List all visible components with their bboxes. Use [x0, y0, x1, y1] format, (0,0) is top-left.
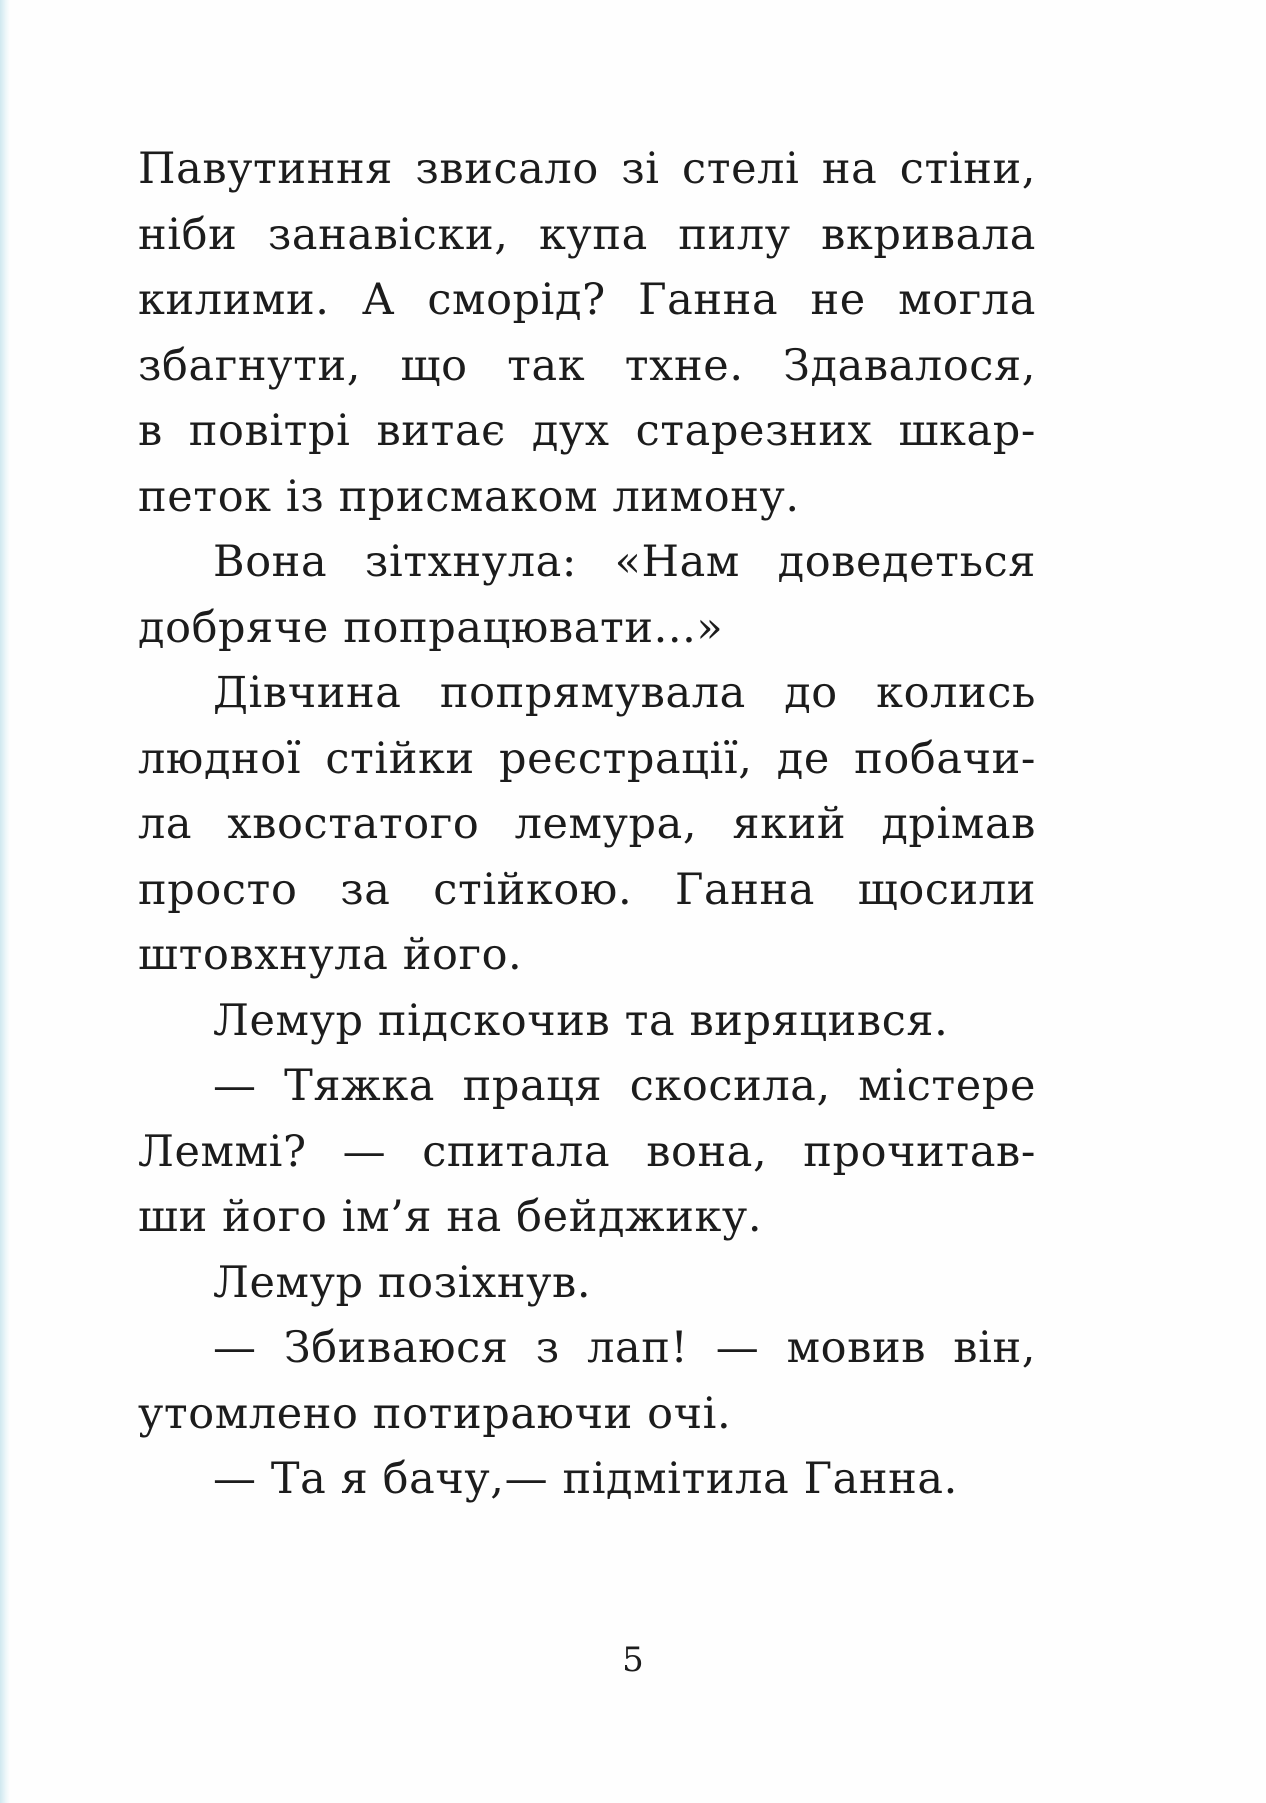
- text-line: ши його ім’я на бейджику.: [138, 1192, 763, 1242]
- text-line: — Та я бачу,— підмітила Ганна.: [213, 1454, 958, 1504]
- text-line: Леммі? — спитала вона, прочитав-: [138, 1126, 1036, 1177]
- text-line: — Збиваюся з лап! — мовив він,: [213, 1323, 1036, 1373]
- text-line: ніби занавіски, купа пилу вкривала: [138, 209, 1036, 260]
- page-edge: [0, 0, 10, 1803]
- text-line: штовхнула його.: [138, 930, 523, 980]
- text-line: Лемур позіхнув.: [213, 1257, 592, 1308]
- text-line: ла хвостатого лемура, який дрімав: [138, 799, 1036, 849]
- text-line: Лемур підскочив та виряцився.: [213, 995, 949, 1046]
- text-line: в повітрі витає дух старезних шкар-: [138, 406, 1036, 456]
- text-line: утомлено потираючи очі.: [138, 1388, 732, 1439]
- text-line: Дівчина попрямувала до колись: [213, 668, 1036, 718]
- text-line: килими. А сморід? Ганна не могла: [138, 275, 1036, 325]
- page-number: 5: [622, 1640, 644, 1680]
- text-line: Вона зітхнула: «Нам доведеться: [213, 537, 1036, 587]
- text-line: збагнути, що так тхне. Здавалося,: [138, 340, 1036, 391]
- text-line: добряче попрацювати...»: [138, 602, 724, 653]
- text-line: — Тяжка праця скосила, містере: [213, 1061, 1036, 1111]
- text-line: петок із присмаком лимону.: [138, 471, 800, 522]
- body-text: [138, 137, 1036, 1513]
- text-line: Павутиння звисало зі стелі на стіни,: [138, 144, 1036, 194]
- text-line: просто за стійкою. Ганна щосили: [138, 864, 1036, 915]
- text-line: людної стійки реєстрації, де побачи-: [138, 733, 1036, 784]
